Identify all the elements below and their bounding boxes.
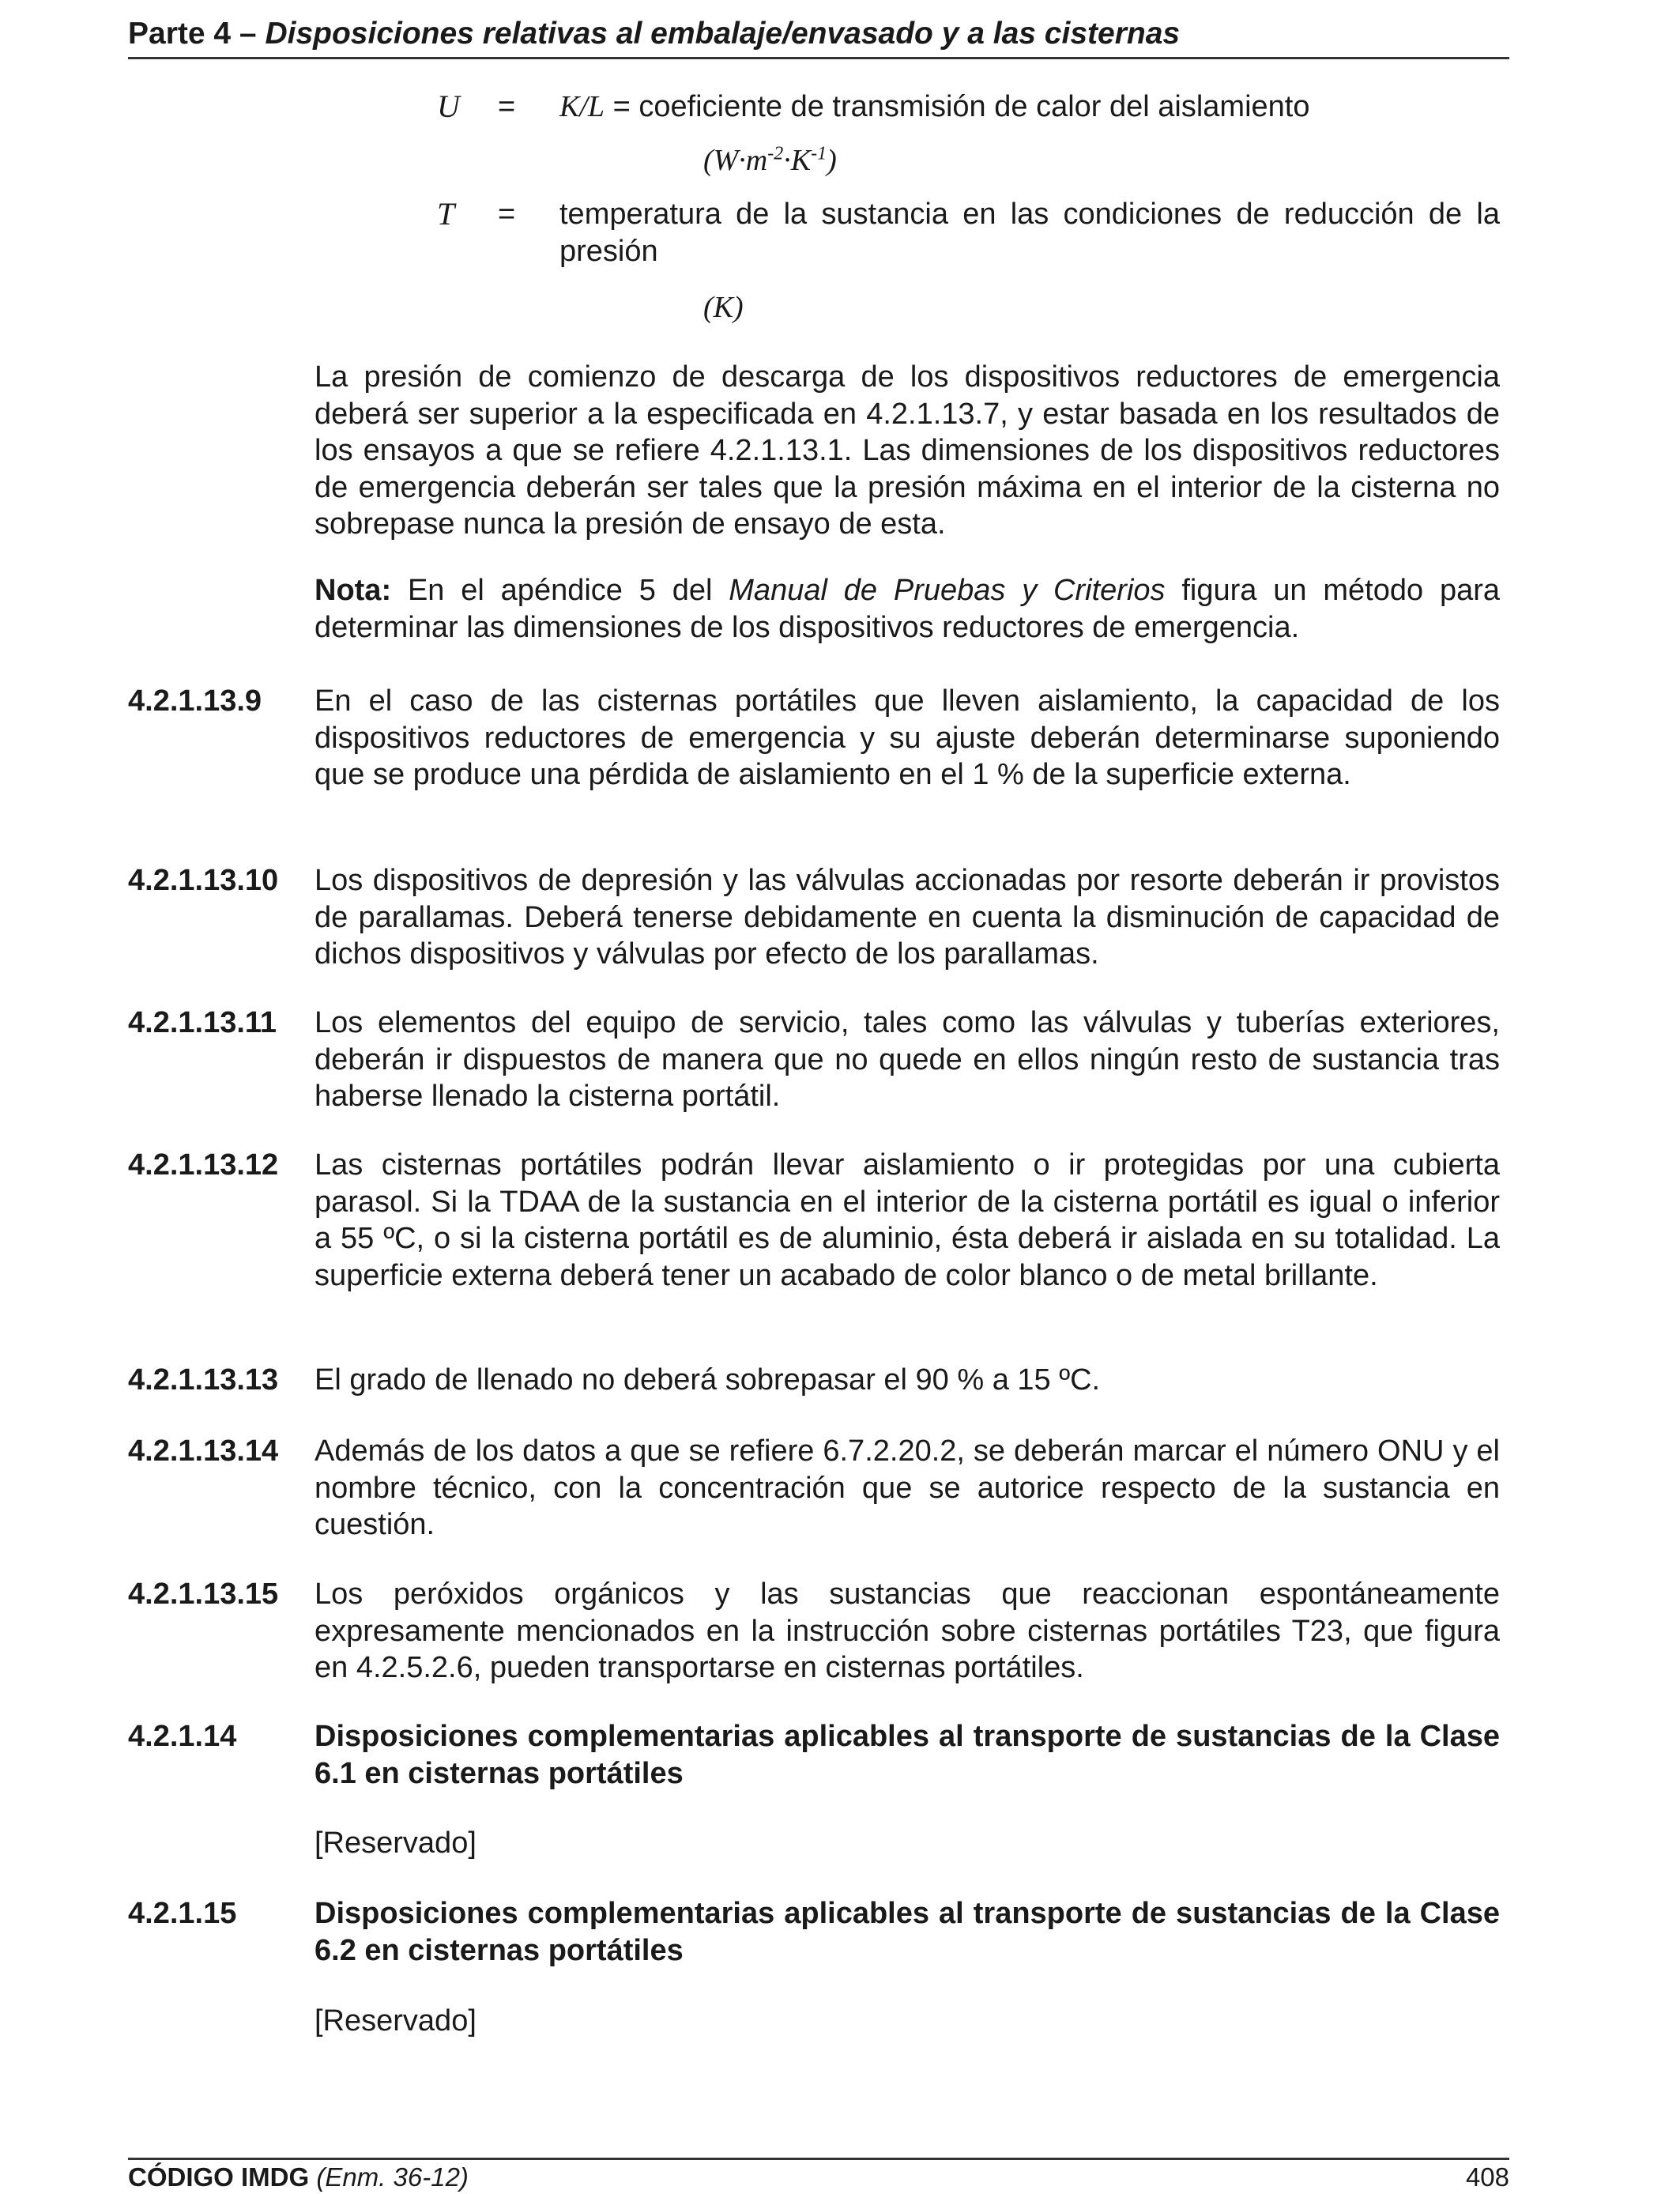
part-label: Parte 4 – [128, 17, 266, 51]
expr-kl: K/L [559, 90, 605, 123]
definition-t-text: temperatura de la sustancia en las condiciones de reducción de la presión [559, 198, 1500, 268]
section-text: En el caso de las cisternas portátiles que lleven aislamiento, la capacidad de los dispositivos reductores de emergencia y su ajuste deberán determinarse suponiendo que se produce una pérdida de aislamiento en el 1 % de la superficie externa. [315, 684, 1500, 791]
note-label: Nota: [315, 574, 392, 607]
section-number: 4.2.1.13.12 [128, 1148, 279, 1182]
section-number: 4.2.1.13.13 [128, 1363, 279, 1397]
section-text: Los peróxidos orgánicos y las sustancias que reaccionan espontáneamente expresamente mencionados en la instrucción sobre cisternas portátiles T23, que figura en 4.2.5.2.6, pueden transportarse en cisternas portátiles. [315, 1578, 1500, 1684]
symbol-t: T [437, 196, 455, 232]
heading-title: Disposiciones complementarias aplicables al transporte de sustancias de la Clase 6.1 en cisternas portátiles [315, 1720, 1500, 1790]
symbol-u: U [437, 89, 460, 124]
definition-u-text: K/L = coeficiente de transmisión de calor del aislamiento [559, 90, 1310, 123]
pressure-paragraph: La presión de comienzo de descarga de los dispositivos reductores de emergencia deberá ser superior a la especificada en 4.2.1.13.7, y estar basada en los resultados de los ensayos a que se refiere 4.2.1.13.1. Las dimensiones de los dispositivos reductores de emergencia deberán ser tales que la presión máxima en el interior de la cisterna no sobrepase nunca la presión de ensayo de esta. [315, 360, 1500, 541]
section-text: Las cisternas portátiles podrán llevar aislamiento o ir protegidas por una cubierta parasol. Si la TDAA de la sustancia en el interior de la cisterna portátil es igual o inferior a 55 ºC, o si la cisterna portátil es de aluminio, ésta deberá ir aislada en su totalidad. La superficie externa deberá tener un acabado de color blanco o de metal brillante. [315, 1148, 1500, 1292]
equals-sign: = [498, 198, 516, 231]
section-number: 4.2.1.13.15 [128, 1578, 279, 1611]
reserved-text: [Reservado] [315, 1826, 477, 1860]
section-number: 4.2.1.13.14 [128, 1434, 279, 1468]
unit-k: (K) [703, 291, 744, 324]
unit-wm2k1: $(W\cdot m^{-2}\cdot K^{-1})$ [703, 143, 837, 177]
code-name: CÓDIGO IMDG [128, 2162, 310, 2192]
heading-title: Disposiciones complementarias aplicables al transporte de sustancias de la Clase 6.2 en cisternas portátiles [315, 1897, 1500, 1967]
amendment: (Enm. 36-12) [316, 2162, 469, 2192]
section-text: El grado de llenado no deberá sobrepasar el 90 % a 15 ºC. [315, 1363, 1101, 1397]
running-footer [128, 2158, 1509, 2193]
equals-sign: = [498, 90, 516, 123]
section-number: 4.2.1.13.9 [128, 684, 262, 718]
heading-number: 4.2.1.14 [128, 1720, 237, 1753]
heading-number: 4.2.1.15 [128, 1897, 237, 1930]
section-text: Los elementos del equipo de servicio, tales como las válvulas y tuberías exteriores, deberán ir dispuestos de manera que no quede en ellos ningún resto de sustancia tras haberse llenado la cisterna portátil. [315, 1006, 1500, 1113]
section-text: Los dispositivos de depresión y las válvulas accionadas por resorte deberán ir provistos de parallamas. Deberá tenerse debidamente en cuenta la disminución de capacidad de dichos dispositivos y válvulas por efecto de los parallamas. [315, 864, 1500, 971]
page-number: 408 [1465, 2162, 1509, 2192]
section-number: 4.2.1.13.10 [128, 864, 279, 897]
section-text: Además de los datos a que se refiere 6.7.2.20.2, se deberán marcar el número ONU y el nombre técnico, con la concentración que se autorice respecto de la sustancia en cuestión. [315, 1434, 1500, 1541]
section-number: 4.2.1.13.11 [128, 1006, 277, 1039]
manual-title: Manual de Pruebas y Criterios [729, 574, 1166, 607]
reserved-text: [Reservado] [315, 2004, 477, 2038]
note-paragraph: Nota: En el apéndice 5 del Manual de Pruebas y Criterios figura un método para determinar las dimensiones de los dispositivos reductores de emergencia. [315, 574, 1500, 644]
running-header [128, 14, 1509, 59]
part-title: Disposiciones relativas al embalaje/envasado y a las cisternas [265, 17, 1181, 51]
